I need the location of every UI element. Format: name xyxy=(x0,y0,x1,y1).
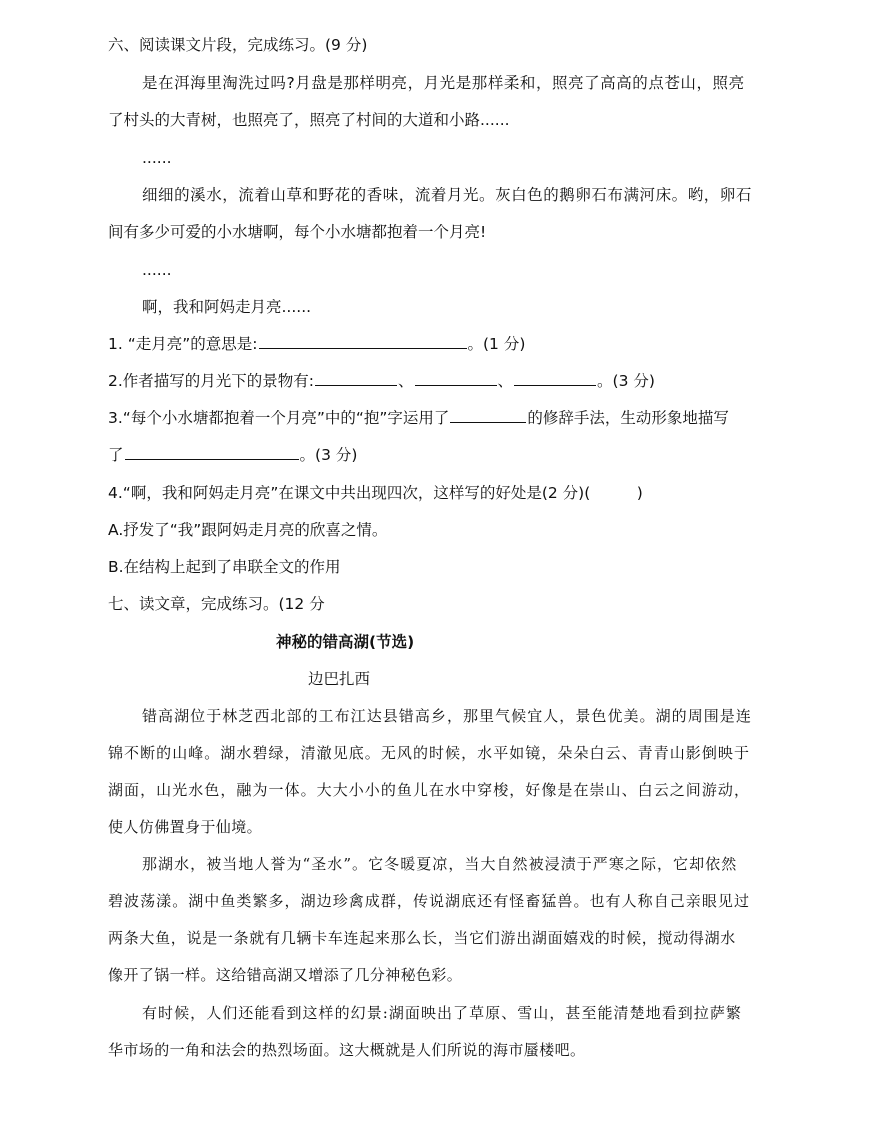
article-p1-line4: 使人仿佛置身于仙境。 xyxy=(108,818,263,836)
option-b: B.在结构上起到了串联全文的作用 xyxy=(108,558,341,576)
answer-blank-q2-2[interactable] xyxy=(415,370,497,386)
question-3-middle: 的修辞手法，生动形象地描写 xyxy=(527,409,729,427)
passage-p2-line1: 细细的溪水，流着山草和野花的香味，流着月光。灰白色的鹅卵石布满河床。哟，卵石 xyxy=(142,186,752,204)
question-1-suffix: 。(1 分) xyxy=(467,335,526,353)
passage-ellipsis-2: ...... xyxy=(142,261,172,279)
question-3-line1 xyxy=(108,407,729,429)
article-p3-line1: 有时候，人们还能看到这样的幻景:湖面映出了草原、雪山，甚至能清楚地看到拉萨繁 xyxy=(142,1004,742,1022)
article-p3-line2: 华市场的一角和法会的热烈场面。这大概就是人们所说的海市蜃楼吧。 xyxy=(108,1041,586,1059)
question-3-suffix: 。(3 分) xyxy=(299,446,358,464)
option-a: A.抒发了“我”跟阿妈走月亮的欣喜之情。 xyxy=(108,521,388,539)
answer-blank-q3-2[interactable] xyxy=(125,444,299,460)
article-author: 边巴扎西 xyxy=(308,670,371,688)
question-1-prefix: 1. “走月亮”的意思是: xyxy=(108,335,258,353)
article-p2-line4: 像开了锅一样。这给错高湖又增添了几分神秘色彩。 xyxy=(108,966,463,984)
passage-p3: 啊，我和阿妈走月亮...... xyxy=(142,298,312,316)
question-2-prefix: 2.作者描写的月光下的景物有: xyxy=(108,372,315,390)
article-p2-line2: 碧波荡漾。湖中鱼类繁多，湖边珍禽成群，传说湖底还有怪畜猛兽。也有人称自己亲眼见过 xyxy=(108,892,751,910)
question-1 xyxy=(108,333,525,355)
article-p1-line2: 锦不断的山峰。湖水碧绿，清澈见底。无风的时候，水平如镜，朵朵白云、青青山影倒映于 xyxy=(108,744,751,762)
passage-p1-line2: 了村头的大青树，也照亮了，照亮了村间的大道和小路...... xyxy=(108,111,510,129)
answer-blank-q2-3[interactable] xyxy=(514,370,596,386)
article-title: 神秘的错高湖(节选) xyxy=(276,633,415,651)
question-2-suffix: 。(3 分) xyxy=(597,372,655,390)
question-3-line2 xyxy=(108,444,357,466)
article-p1-line1: 错高湖位于林芝西北部的工布江达县错高乡，那里气候宜人，景色优美。湖的周围是连 xyxy=(142,707,752,725)
question-3-l2-prefix: 了 xyxy=(108,446,124,464)
question-3-prefix: 3.“每个小水塘都抱着一个月亮”中的“抱”字运用了 xyxy=(108,409,450,427)
section6-heading: 六、阅读课文片段，完成练习。(9 分) xyxy=(108,36,368,54)
article-p2-line3: 两条大鱼，说是一条就有几辆卡车连起来那么长，当它们游出湖面嬉戏的时候，搅动得湖水 xyxy=(108,929,737,947)
question-2-sep1: 、 xyxy=(398,372,414,390)
article-p1-line3: 湖面，山光水色，融为一体。大大小小的鱼儿在水中穿梭，好像是在崇山、白云之间游动， xyxy=(108,781,751,799)
passage-ellipsis-1: ...... xyxy=(142,149,172,167)
passage-p1-line1: 是在洱海里淘洗过吗?月盘是那样明亮，月光是那样柔和，照亮了高高的点苍山，照亮 xyxy=(142,74,745,92)
passage-p2-line2: 间有多少可爱的小水塘啊，每个小水塘都抱着一个月亮! xyxy=(108,223,487,241)
article-p2-line1: 那湖水，被当地人誉为“圣水”。它冬暖夏凉，当大自然被浸渍于严寒之际，它却依然 xyxy=(142,855,738,873)
answer-blank-q2-1[interactable] xyxy=(315,370,397,386)
answer-blank-q1[interactable] xyxy=(259,333,467,349)
question-4: 4.“啊，我和阿妈走月亮”在课文中共出现四次，这样写的好处是(2 分)( ) xyxy=(108,484,643,502)
question-2-sep2: 、 xyxy=(497,372,514,390)
question-2 xyxy=(108,370,655,392)
answer-blank-q3-1[interactable] xyxy=(450,407,526,423)
section7-heading: 七、读文章，完成练习。(12 分 xyxy=(108,595,325,613)
